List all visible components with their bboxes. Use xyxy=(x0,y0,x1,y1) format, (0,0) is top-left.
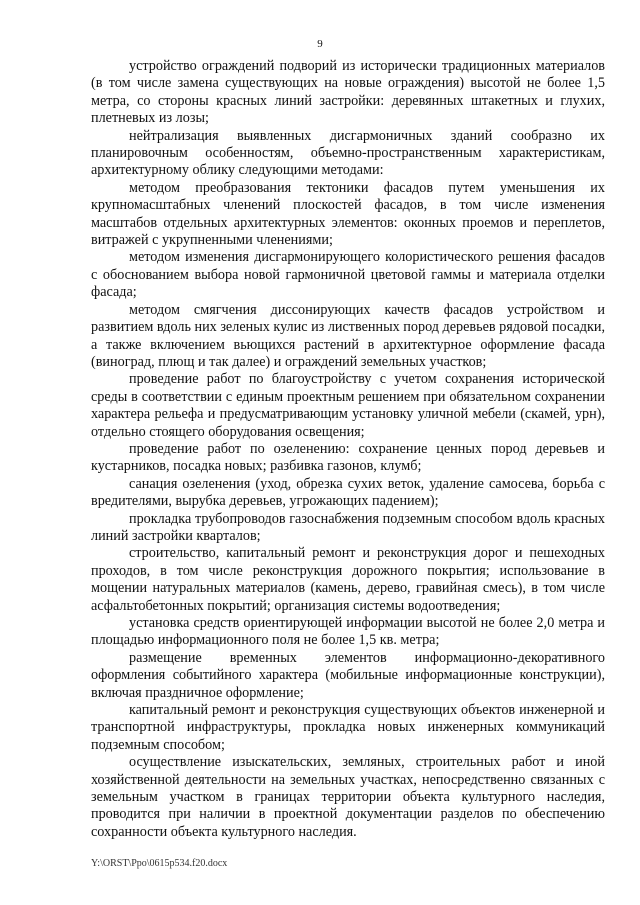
paragraph: нейтрализация выявленных дисгармоничных зданий сообразно их планировочным особенностям, объемно-пространственным характеристикам, архитектурному облику следующими методами: xyxy=(91,127,605,179)
page-number: 9 xyxy=(317,38,323,50)
paragraph: прокладка трубопроводов газоснабжения подземным способом вдоль красных линий застройки кварталов; xyxy=(91,510,605,544)
paragraph: устройство ограждений подворий из исторически традиционных материалов (в том числе замена существующих на новые ограждения) высотой не более 1,5 метра, со стороны красных линий застройки: деревянных штакетных и глухих, плетневых из лозы; xyxy=(91,58,605,127)
file-path-footer: Y:\ORST\Ppo\0615p534.f20.docx xyxy=(91,858,228,869)
paragraph: капитальный ремонт и реконструкция существующих объектов инженерной и транспортной инфраструктуры, прокладка новых инженерных коммуникаций подземным способом; xyxy=(91,702,605,753)
paragraph: проведение работ по озеленению: сохранение ценных пород деревьев и кустарников, посадка новых; разбивка газонов, клумб; xyxy=(91,440,605,475)
paragraph: размещение временных элементов информационно-декоративного оформления событийного характера (мобильные информационные конструкции), включая праздничное оформление; xyxy=(91,649,605,701)
paragraph: осуществление изыскательских, земляных, строительных работ и иной хозяйственной деятельности на земельных участках, непосредственно связанных с земельным участком в границах территории объекта культурного наследия, проводится при наличии в проектной документации разделов по обеспечению сохранности объекта культурного наследия. xyxy=(91,754,605,840)
paragraph: санация озеленения (уход, обрезка сухих веток, удаление самосева, борьба с вредителями, вырубка деревьев, угрожающих падением); xyxy=(91,475,605,510)
paragraph: строительство, капитальный ремонт и реконструкция дорог и пешеходных проходов, в том числе реконструкция дорожного покрытия; использование в мощении натуральных материалов (камень, дерево, гравийная смесь), в том числе асфальтобетонных покрытий; организация системы водоотведения; xyxy=(91,545,605,614)
paragraph: методом преобразования тектоники фасадов путем уменьшения их крупномасштабных членений плоскостей фасадов, в том числе изменения масштабов отдельных архитектурных элементов: оконных проемов и переплетов, витражей с укрупненными членениями; xyxy=(91,179,605,249)
document-body xyxy=(91,58,605,841)
paragraph: методом смягчения диссонирующих качеств фасадов устройством и развитием вдоль них зеленых кулис из лиственных пород деревьев рядовой посадки, а также включением вьющихся растений в архитектурное оформление фасада (виноград, плющ и так далее) и ограждений земельных участков; xyxy=(91,301,605,370)
paragraph: установка средств ориентирующей информации высотой не более 2,0 метра и площадью информационного поля не более 1,5 кв. метра; xyxy=(91,615,605,649)
paragraph: проведение работ по благоустройству с учетом сохранения исторической среды в соответствии с единым проектным решением при обязательном сохранении характера рельефа и предусматривающим установку уличной мебели (скамей, урн), отдельно стоящего оборудования освещения; xyxy=(91,371,605,440)
paragraph: методом изменения дисгармонирующего колористического решения фасадов с обоснованием выбора новой гармоничной цветовой гаммы и материала отделки фасада; xyxy=(91,249,605,301)
